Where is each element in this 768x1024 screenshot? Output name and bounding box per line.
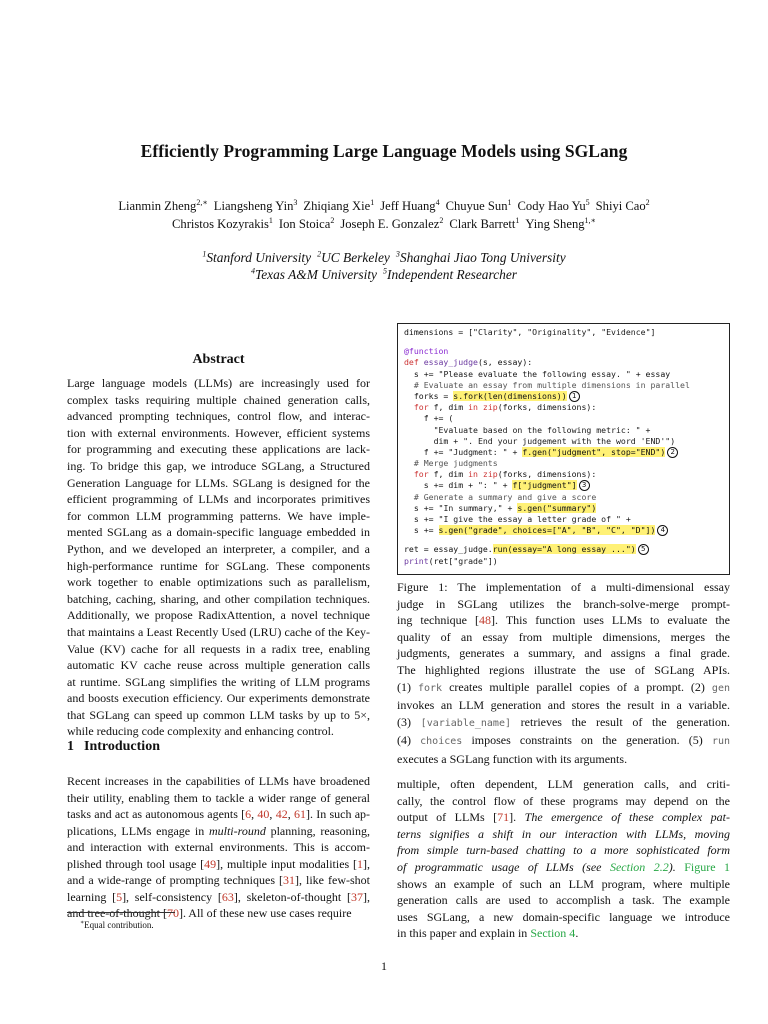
code-token: "Evidence": [601, 327, 651, 337]
text-line: ing. To bridge this gap, we introduce SGLang, a Structured: [67, 458, 370, 473]
author-text: Lianmin Zheng: [118, 199, 197, 213]
code-token: # Merge judgments: [404, 458, 498, 469]
code-line: [404, 525, 729, 536]
citation-link[interactable]: 70: [166, 906, 179, 920]
code-line: [404, 544, 729, 555]
code-token: f +=: [404, 446, 449, 457]
code-token: (s, essay):: [477, 357, 533, 368]
author-name: [380, 199, 439, 213]
api-highlight: run(essay="A long essay ..."): [492, 544, 636, 555]
affiliation-mark: 3: [395, 249, 400, 259]
code-line: [404, 514, 729, 525]
code-token: f += (: [404, 413, 454, 424]
author-name: [525, 217, 596, 231]
code-line: [404, 369, 729, 380]
affiliation-mark: 2: [317, 249, 322, 259]
inline-code: fork: [417, 682, 443, 694]
code-token: s +=: [404, 525, 439, 536]
api-highlight: f.gen("judgment", stop="END"): [522, 446, 666, 457]
text-line: (1) fork creates multiple parallel copies of a prompt. (2) gen: [397, 679, 730, 694]
author-text: Joseph E. Gonzalez: [340, 217, 440, 231]
code-token: "In summary,": [438, 502, 503, 513]
cross-reference-link[interactable]: Figure 1: [684, 859, 731, 874]
author-name: [214, 199, 298, 213]
author-text: Cody Hao Yu: [517, 199, 586, 213]
api-highlight: f["judgment"]: [512, 480, 577, 491]
code-token: print: [404, 555, 429, 566]
text-line: tion with external environments. However, efficient systems: [67, 425, 370, 440]
code-token: "I give the essay a letter grade of ": [438, 514, 621, 524]
text-line: for programming and executing these applications are lack-: [67, 442, 370, 457]
text-line: judge in SGLang utilizes the branch-solve-merge prompt-: [397, 596, 730, 611]
code-token: ): [670, 435, 676, 446]
code-token: f, dim: [428, 402, 469, 413]
author-name: [303, 199, 374, 213]
code-token: +: [502, 502, 518, 513]
author-text: Ying Sheng: [525, 217, 585, 231]
text-line: learning [5], self-consistency [63], skeleton-of-thought [37],: [67, 889, 370, 904]
emphasis-text: terns signifies a shift in our interaction with LLMs, moving: [397, 826, 730, 841]
code-token: "Evaluate based on the following metric: ": [433, 424, 641, 435]
author-name: [596, 199, 650, 213]
code-token: for: [413, 469, 429, 480]
text-line: high-performance runtime for SGLang. These components: [67, 558, 370, 573]
code-token: # Generate a summary and give a score: [404, 491, 597, 502]
code-token: f, dim: [428, 469, 469, 480]
author-name: [118, 199, 207, 213]
text-line: [397, 842, 730, 859]
affiliation-text: UC Berkeley: [321, 250, 390, 265]
code-line: [404, 436, 729, 447]
code-token: ]): [487, 555, 498, 566]
code-line: [404, 391, 729, 402]
text-line: batching, caching, sharing, and other compilation techniques.: [67, 591, 370, 606]
code-token: +: [507, 446, 523, 457]
author-text: Shiyi Cao: [595, 199, 646, 213]
inline-code: [variable_name]: [420, 717, 511, 729]
footnote-mark: ∗: [80, 920, 85, 926]
author-affiliation-mark: 2,∗: [196, 197, 208, 207]
affiliation: [396, 250, 566, 265]
text-line: output of LLMs [71]. The emergence of these complex pat-: [397, 810, 730, 825]
code-token: s += dim +: [404, 480, 478, 491]
author-name: [518, 199, 590, 213]
affiliation: [383, 267, 517, 282]
affiliation: [317, 250, 390, 265]
inline-code: choices: [420, 736, 463, 748]
affiliation-mark: 5: [382, 266, 387, 276]
text-line: multiple, often dependent, LLM generation calls, and criti-: [397, 777, 730, 791]
author-name: [446, 199, 512, 213]
footnote-text: Equal contribution.: [84, 920, 154, 930]
author-text: Chuyue Sun: [445, 199, 508, 213]
code-line: [404, 536, 729, 544]
text-line: Additionally, we propose RadixAttention, a novel technique: [67, 608, 370, 623]
text-line: mented SGLang as a domain-specific language embedded in: [67, 525, 370, 540]
code-token: dimensions = [: [404, 327, 474, 337]
code-token: def: [404, 357, 424, 368]
api-highlight: s.gen("summary"): [517, 502, 597, 513]
citation-link[interactable]: 5: [116, 889, 123, 904]
author-name: [172, 217, 273, 231]
author-affiliation-mark: 1,∗: [584, 215, 596, 225]
footnote-rule: [67, 912, 175, 913]
text-line: Generation Language for LLMs. SGLang is designed for the: [67, 475, 370, 490]
abstract-body: [67, 375, 370, 740]
text-line: shows an example of such an LLM program, where multiple: [397, 876, 730, 891]
citation-link[interactable]: 1: [357, 856, 363, 871]
code-token: essay_judge: [423, 357, 478, 368]
text-line: Figure 1: The implementation of a multi-dimensional essay: [397, 580, 730, 594]
text-line: The highlighted regions illustrate the use of SGLang APIs.: [397, 662, 730, 677]
code-token: +: [620, 514, 631, 524]
code-token: "Judgment: ": [448, 446, 508, 457]
code-token: ,: [591, 327, 602, 337]
text-line: and a wide-range of prompting techniques [31], like few-shot: [67, 873, 370, 887]
text-line: complex tasks requiring multiple chained generation calls,: [67, 392, 370, 407]
text-line: [397, 826, 730, 843]
emphasis-text: from simple turn-based chatting to a more sophisticated form: [397, 843, 730, 858]
text-line: invokes an LLM generation and stores the result in a variable.: [397, 698, 730, 713]
code-token: forks =: [404, 390, 454, 401]
text-line: generation calls are used to accomplish a task. The example: [397, 893, 730, 908]
code-token: "grade": [453, 555, 488, 566]
text-line: plications, LLMs engage in multi-round planning, reasoning,: [67, 823, 370, 838]
author-text: Zhiqiang Xie: [303, 199, 371, 213]
emphasis-text: multi-round: [208, 823, 266, 838]
step-number-badge: 4: [657, 525, 668, 536]
paper-title: Efficiently Programming Large Language Models using SGLang: [140, 141, 628, 161]
code-token: [404, 469, 414, 479]
code-line: [404, 357, 729, 368]
step-number-badge: 2: [667, 447, 678, 458]
code-token: (ret[: [428, 555, 454, 566]
author-name: [279, 217, 334, 231]
text-line: that maintains a Least Recently Used (LRU) cache of the Key-: [67, 624, 370, 639]
authors-line-2: [0, 215, 768, 233]
citation-link[interactable]: 6: [245, 807, 252, 821]
affiliation-mark: 4: [250, 266, 255, 276]
citation-link[interactable]: 40: [257, 807, 270, 821]
introduction-body: [67, 773, 370, 922]
section-title: Introduction: [84, 739, 160, 754]
code-line: [404, 413, 729, 424]
author-affiliation-mark: 2: [439, 215, 444, 225]
code-line: [404, 346, 729, 357]
text-line: Recent increases in the capabilities of LLMs have broadened: [67, 774, 370, 788]
code-token: ,: [517, 327, 528, 337]
code-line: [404, 425, 729, 436]
text-line: Large language models (LLMs) are increasingly used for: [67, 376, 370, 390]
affiliation-text: Texas A&M University: [254, 267, 377, 282]
affiliation-mark: 1: [202, 249, 207, 259]
author-text: Liangsheng Yin: [213, 199, 294, 213]
code-token: for: [413, 402, 429, 413]
text-line: automatic KV cache reuse across multiple generation calls: [67, 658, 370, 673]
author-text: Jeff Huang: [380, 199, 436, 213]
section-heading-introduction: [67, 739, 160, 755]
code-line: [404, 380, 729, 391]
code-line: [404, 402, 729, 413]
code-token: zip: [482, 469, 498, 480]
code-token: # Evaluate an essay from multiple dimensions in parallel: [404, 379, 690, 390]
code-token: @function: [404, 346, 449, 357]
cross-reference-link[interactable]: Section 4: [530, 926, 576, 941]
abstract-heading: Abstract: [192, 352, 245, 367]
code-line: [404, 447, 729, 458]
text-line: (4) choices imposes constraints on the generation. (5) run: [397, 733, 730, 748]
emphasis-text: The emergence of these complex pat-: [524, 810, 730, 825]
code-token: s +=: [404, 368, 439, 379]
affiliation-text: Independent Researcher: [386, 267, 517, 282]
emphasis-text: of programmatic usage of LLMs (see: [397, 859, 610, 874]
citation-link[interactable]: 31: [283, 873, 295, 887]
text-line: and boosts execution efficiency. Our experiments demonstrate: [67, 691, 370, 706]
code-token: zip: [482, 402, 498, 413]
code-token: ". End your judgement with the word 'END'": [463, 435, 671, 446]
author-name: [449, 217, 519, 231]
code-listing-figure-1: [397, 323, 730, 575]
code-token: dim +: [404, 435, 464, 446]
text-line: [397, 859, 730, 876]
citation-link[interactable]: 49: [204, 856, 217, 871]
text-line: Value (KV) cache for all requests in a radix tree, enabling: [67, 641, 370, 656]
inline-code: gen: [711, 682, 730, 694]
api-highlight: s.gen("grade", choices=["A", "B", "C", "D"]): [438, 525, 656, 536]
code-token: +: [640, 424, 651, 435]
text-line: Python, and we developed an interpreter, a compiler, and a: [67, 541, 370, 556]
text-line: work together to enable optimizations such as parallelism,: [67, 575, 370, 590]
authors-line-1: [0, 197, 768, 215]
code-line: [404, 458, 729, 469]
code-token: (forks, dimensions):: [497, 402, 597, 413]
page-number: 1: [381, 959, 387, 973]
text-line: uses SGLang, a new domain-specific language we introduce: [397, 909, 730, 924]
text-line: judgments, generates a summary, and assigns a final grade.: [397, 646, 730, 661]
text-line: and tree-of-thought [70]. All of these new use cases require: [67, 906, 352, 920]
cross-reference-link[interactable]: Section 2.2: [609, 859, 669, 874]
citation-link[interactable]: 63: [221, 889, 234, 904]
code-line: [404, 556, 729, 567]
footnote: [80, 920, 154, 930]
author-text: Clark Barrett: [449, 217, 516, 231]
affiliations-line-2: [0, 266, 768, 284]
text-line: in this paper and explain in Section 4.: [397, 926, 579, 941]
step-number-badge: 5: [638, 544, 649, 555]
text-line: (3) [variable_name] retrieves the result of the generation.: [397, 714, 730, 729]
affiliation: [251, 267, 377, 282]
author-affiliation-mark: 2: [330, 215, 335, 225]
author-text: Ion Stoica: [278, 217, 331, 231]
code-token: in: [468, 402, 478, 413]
author-affiliation-mark: 4: [435, 197, 440, 207]
affiliations-line-1: [0, 249, 768, 267]
text-line: ing technique [48]. This function uses LLMs to evaluate the: [397, 613, 730, 628]
text-line: while reducing code complexity and enhancing control.: [67, 724, 334, 739]
code-line: [404, 480, 729, 491]
citation-link[interactable]: 42: [275, 807, 288, 821]
author-affiliation-mark: 1: [268, 215, 273, 225]
section-number: 1: [67, 739, 74, 754]
citation-link[interactable]: 37: [351, 889, 363, 904]
author-affiliation-mark: 5: [585, 197, 590, 207]
code-token: ]: [650, 327, 656, 337]
code-token: [404, 402, 414, 412]
introduction-body-continued: [397, 776, 730, 942]
text-line: their utility, enabling them to tackle a wider range of general: [67, 790, 370, 805]
author-text: Christos Kozyrakis: [172, 217, 269, 231]
text-line: tasks and act as autonomous agents [6, 40, 42, 61]. In such ap-: [67, 807, 371, 821]
code-line: [404, 503, 729, 514]
inline-code: run: [711, 736, 730, 748]
author-affiliation-mark: 1: [515, 215, 520, 225]
step-number-badge: 1: [569, 391, 580, 402]
code-line: [404, 327, 729, 338]
step-number-badge: 3: [579, 480, 590, 491]
code-token: +: [497, 480, 513, 491]
text-line: executes a SGLang function with its arguments.: [397, 751, 628, 766]
affiliation-text: Stanford University: [206, 250, 312, 265]
text-line: quality of an essay from multiple dimensions, merges the: [397, 629, 730, 644]
code-token: "Originality": [527, 327, 592, 337]
citation-link[interactable]: 61: [293, 807, 306, 821]
author-name: [340, 217, 443, 231]
code-token: in: [468, 469, 478, 480]
code-line: [404, 469, 729, 480]
text-line: advanced prompting techniques, control flow, and interac-: [67, 409, 370, 424]
code-token: s +=: [404, 502, 439, 513]
author-affiliation-mark: 1: [507, 197, 512, 207]
code-token: [404, 425, 434, 435]
code-line: [404, 492, 729, 503]
text-line: cally, the control flow of these programs may depend on the: [397, 793, 730, 808]
text-line: for common LLM programming patterns. We have imple-: [67, 508, 370, 523]
code-token: "Clarity": [473, 327, 518, 337]
text-line: at runtime. SGLang simplifies the writing of LLM programs: [67, 674, 370, 689]
code-token: (forks, dimensions):: [497, 469, 597, 480]
code-token: ": ": [477, 480, 498, 491]
figure-1-caption: [397, 579, 730, 768]
citation-link[interactable]: 48: [479, 613, 492, 628]
affiliation: [202, 250, 311, 265]
text-line: that SGLang can speed up common LLM tasks by up to 5×,: [67, 707, 370, 722]
text-line: and interaction with external environments. This is accom-: [67, 840, 370, 854]
code-token: + essay: [630, 368, 671, 379]
api-highlight: s.fork(len(dimensions)): [453, 390, 567, 401]
emphasis-text: ).: [668, 859, 676, 874]
text-line: plished through tool usage [49], multiple input modalities [1],: [67, 856, 370, 871]
author-affiliation-mark: 2: [645, 197, 650, 207]
citation-link[interactable]: 71: [497, 810, 510, 825]
code-token: "Please evaluate the following essay. ": [438, 368, 631, 379]
code-line: [404, 338, 729, 346]
author-affiliation-mark: 3: [293, 197, 298, 207]
affiliation-text: Shanghai Jiao Tong University: [399, 250, 566, 265]
author-affiliation-mark: 1: [370, 197, 375, 207]
code-token: ret = essay_judge.: [404, 544, 493, 555]
text-line: efficient programming of LLMs and incorporates primitives: [67, 492, 370, 507]
code-token: s +=: [404, 514, 439, 524]
